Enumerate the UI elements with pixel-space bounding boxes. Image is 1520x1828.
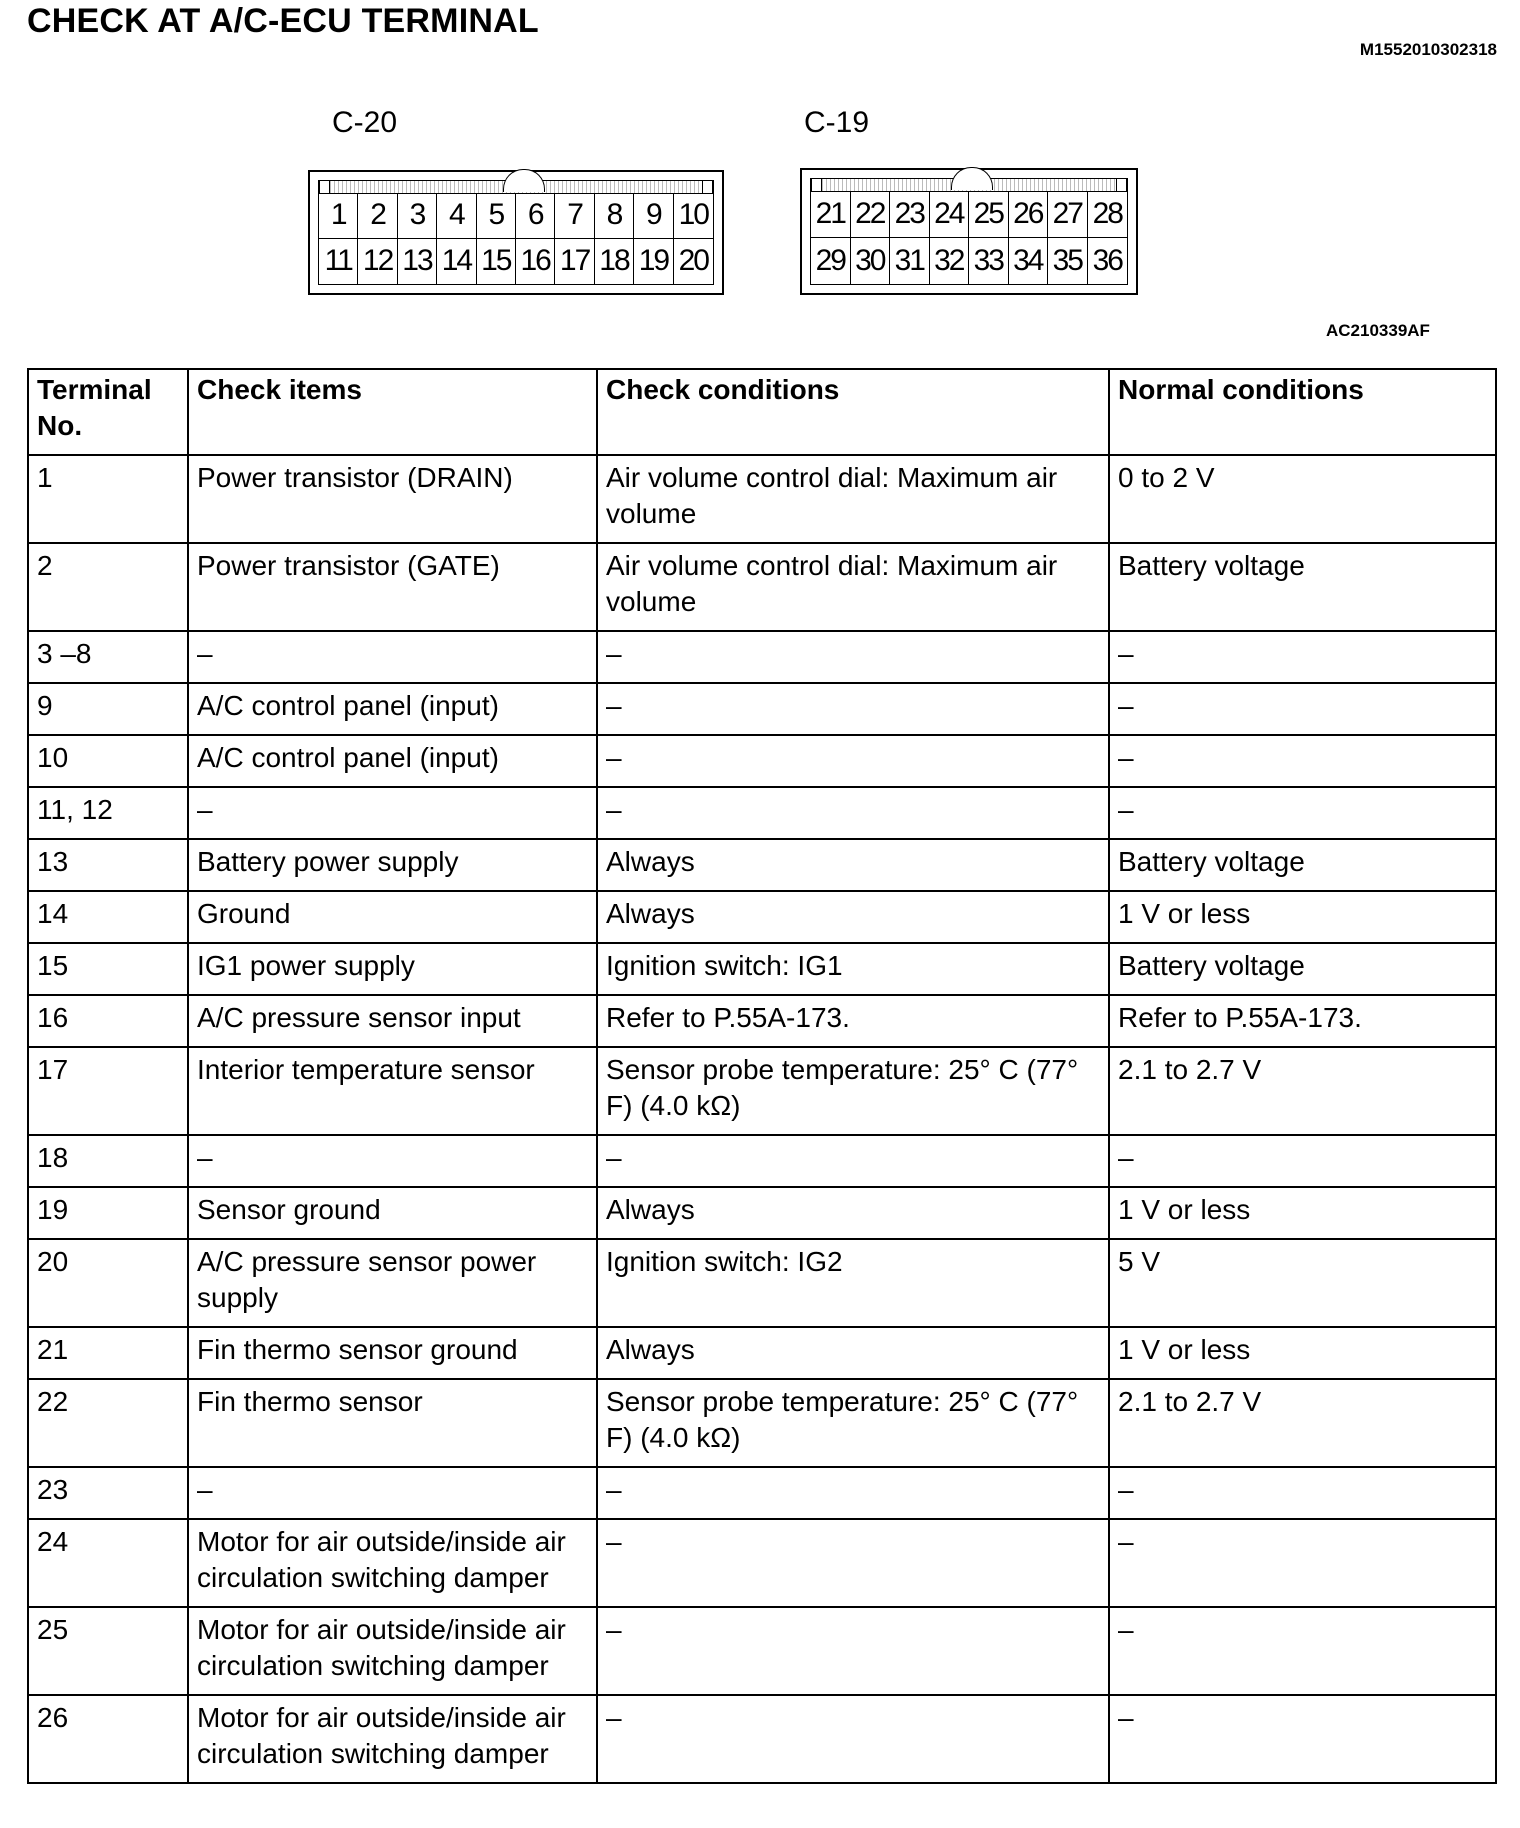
cell-check-item: Motor for air outside/inside air circulation switching damper xyxy=(188,1607,597,1695)
connector-latch-left xyxy=(319,180,330,194)
connector-pin: 12 xyxy=(358,239,397,285)
connector-pin: 36 xyxy=(1092,243,1122,277)
table-row xyxy=(28,543,1496,631)
cell-terminal-no: 2 xyxy=(28,543,188,631)
cell-terminal-no: 26 xyxy=(28,1695,188,1783)
connector-pin: 25 xyxy=(969,191,1009,238)
cell-check-item: A/C control panel (input) xyxy=(188,735,597,787)
cell-check-condition: Sensor probe temperature: 25° C (77° F) (4.0 kΩ) xyxy=(597,1047,1109,1135)
cell-check-condition: Air volume control dial: Maximum air volume xyxy=(597,543,1109,631)
cell-check-item: Sensor ground xyxy=(188,1187,597,1239)
connector-pin: 6 xyxy=(516,193,555,239)
table-row xyxy=(28,1239,1496,1327)
cell-normal-condition: – xyxy=(1109,735,1496,787)
cell-check-condition: Sensor probe temperature: 25° C (77° F) (4.0 kΩ) xyxy=(597,1379,1109,1467)
cell-check-condition: – xyxy=(597,735,1109,787)
cell-check-condition: – xyxy=(597,1467,1109,1519)
connector-c19-diagram xyxy=(800,168,1138,295)
table-row xyxy=(28,455,1496,543)
table-row xyxy=(28,1519,1496,1607)
cell-terminal-no: 18 xyxy=(28,1135,188,1187)
cell-check-condition: – xyxy=(597,787,1109,839)
header-check-conditions: Check conditions xyxy=(597,369,1109,455)
cell-normal-condition: Battery voltage xyxy=(1109,943,1496,995)
cell-normal-condition: 1 V or less xyxy=(1109,891,1496,943)
cell-check-condition: Always xyxy=(597,891,1109,943)
cell-normal-condition: 1 V or less xyxy=(1109,1187,1496,1239)
cell-check-item: Fin thermo sensor ground xyxy=(188,1327,597,1379)
cell-normal-condition: – xyxy=(1109,1519,1496,1607)
table-row xyxy=(28,1467,1496,1519)
cell-check-condition: Always xyxy=(597,839,1109,891)
cell-check-condition: – xyxy=(597,683,1109,735)
cell-terminal-no: 3 –8 xyxy=(28,631,188,683)
header-check-items: Check items xyxy=(188,369,597,455)
table-body xyxy=(28,455,1496,1783)
connector-pin: 21 xyxy=(811,191,851,238)
cell-check-item: – xyxy=(188,631,597,683)
connector-pin: 23 xyxy=(890,191,930,238)
connector-latch-right xyxy=(702,180,713,194)
cell-terminal-no: 22 xyxy=(28,1379,188,1467)
cell-normal-condition: Battery voltage xyxy=(1109,839,1496,891)
connector-c20-diagram xyxy=(308,170,724,295)
connector-pin: 8 xyxy=(595,193,634,239)
connector-pin: 14 xyxy=(437,239,476,285)
cell-check-condition: Ignition switch: IG2 xyxy=(597,1239,1109,1327)
connector-pin: 17 xyxy=(555,239,594,285)
connector-pin: 31 xyxy=(890,238,930,285)
connector-latch-right xyxy=(1116,178,1127,192)
cell-normal-condition: 0 to 2 V xyxy=(1109,455,1496,543)
cell-check-condition: – xyxy=(597,1135,1109,1187)
connector-c20-label: C-20 xyxy=(332,106,398,139)
table-row xyxy=(28,631,1496,683)
cell-normal-condition: 2.1 to 2.7 V xyxy=(1109,1379,1496,1467)
cell-check-condition: – xyxy=(597,631,1109,683)
table-row xyxy=(28,1695,1496,1783)
connector-pin: 30 xyxy=(851,238,891,285)
header-terminal-no: Terminal No. xyxy=(28,369,188,455)
table-row xyxy=(28,1135,1496,1187)
connector-pin: 9 xyxy=(634,193,673,239)
cell-normal-condition: – xyxy=(1109,1607,1496,1695)
cell-check-condition: Ignition switch: IG1 xyxy=(597,943,1109,995)
connector-pin: 26 xyxy=(1009,191,1049,238)
cell-normal-condition: – xyxy=(1109,631,1496,683)
table-row xyxy=(28,735,1496,787)
table-row xyxy=(28,787,1496,839)
connector-pin: 24 xyxy=(930,191,970,238)
connector-pin: 35 xyxy=(1048,238,1088,285)
cell-check-item: Power transistor (DRAIN) xyxy=(188,455,597,543)
cell-check-condition: – xyxy=(597,1607,1109,1695)
cell-check-item: Battery power supply xyxy=(188,839,597,891)
connector-pin: 4 xyxy=(437,193,476,239)
connector-pin: 33 xyxy=(969,238,1009,285)
cell-terminal-no: 10 xyxy=(28,735,188,787)
cell-check-condition: – xyxy=(597,1695,1109,1783)
connector-pin: 32 xyxy=(930,238,970,285)
cell-check-item: – xyxy=(188,1467,597,1519)
cell-normal-condition: Battery voltage xyxy=(1109,543,1496,631)
cell-normal-condition: – xyxy=(1109,787,1496,839)
cell-normal-condition: – xyxy=(1109,1135,1496,1187)
connector-pin: 15 xyxy=(477,239,516,285)
connector-pin: 18 xyxy=(595,239,634,285)
figure-id: AC210339AF xyxy=(1326,321,1430,340)
table-row xyxy=(28,891,1496,943)
cell-terminal-no: 21 xyxy=(28,1327,188,1379)
connector-pin: 10 xyxy=(674,193,713,239)
cell-terminal-no: 11, 12 xyxy=(28,787,188,839)
cell-terminal-no: 19 xyxy=(28,1187,188,1239)
cell-normal-condition: 1 V or less xyxy=(1109,1327,1496,1379)
document-id: M1552010302318 xyxy=(1359,40,1497,59)
connector-pin: 1 xyxy=(319,193,358,239)
page-title: CHECK AT A/C-ECU TERMINAL xyxy=(27,2,539,40)
cell-normal-condition: 5 V xyxy=(1109,1239,1496,1327)
cell-terminal-no: 13 xyxy=(28,839,188,891)
cell-terminal-no: 14 xyxy=(28,891,188,943)
table-header-row xyxy=(28,369,1496,455)
table-row xyxy=(28,943,1496,995)
cell-check-item: – xyxy=(188,1135,597,1187)
cell-check-item: Motor for air outside/inside air circulation switching damper xyxy=(188,1695,597,1783)
table-row xyxy=(28,1327,1496,1379)
cell-check-item: Power transistor (GATE) xyxy=(188,543,597,631)
cell-terminal-no: 1 xyxy=(28,455,188,543)
cell-check-condition: Always xyxy=(597,1327,1109,1379)
header-normal-conditions: Normal conditions xyxy=(1109,369,1496,455)
cell-check-condition: Air volume control dial: Maximum air volume xyxy=(597,455,1109,543)
table-row xyxy=(28,1607,1496,1695)
cell-normal-condition: 2.1 to 2.7 V xyxy=(1109,1047,1496,1135)
cell-check-item: Interior temperature sensor xyxy=(188,1047,597,1135)
connector-pin: 28 xyxy=(1088,191,1128,238)
table-row xyxy=(28,839,1496,891)
connector-pin: 3 xyxy=(398,193,437,239)
cell-check-item: IG1 power supply xyxy=(188,943,597,995)
connector-pin: 27 xyxy=(1048,191,1088,238)
cell-check-item: Motor for air outside/inside air circulation switching damper xyxy=(188,1519,597,1607)
cell-check-item: – xyxy=(188,787,597,839)
connector-latch-left xyxy=(811,178,822,192)
connector-pin: 2 xyxy=(358,193,397,239)
terminal-check-table xyxy=(27,368,1497,1784)
cell-check-item: Fin thermo sensor xyxy=(188,1379,597,1467)
connector-pin: 22 xyxy=(851,191,891,238)
connector-pin: 5 xyxy=(477,193,516,239)
table-row xyxy=(28,683,1496,735)
cell-terminal-no: 9 xyxy=(28,683,188,735)
cell-check-condition: Refer to P.55A-173. xyxy=(597,995,1109,1047)
cell-terminal-no: 15 xyxy=(28,943,188,995)
cell-check-item: Ground xyxy=(188,891,597,943)
connector-pin: 29 xyxy=(811,238,851,285)
connector-c20-body xyxy=(318,180,714,285)
cell-normal-condition: Refer to P.55A-173. xyxy=(1109,995,1496,1047)
cell-normal-condition: – xyxy=(1109,1467,1496,1519)
table-row xyxy=(28,1047,1496,1135)
cell-check-item: A/C pressure sensor power supply xyxy=(188,1239,597,1327)
cell-check-item: A/C pressure sensor input xyxy=(188,995,597,1047)
connector-pin: 16 xyxy=(516,239,555,285)
connector-pin: 11 xyxy=(319,239,358,285)
cell-terminal-no: 20 xyxy=(28,1239,188,1327)
connector-c19-pin-grid xyxy=(811,191,1127,284)
cell-terminal-no: 16 xyxy=(28,995,188,1047)
connector-pin: 34 xyxy=(1009,238,1049,285)
connector-key xyxy=(951,167,993,190)
table-row xyxy=(28,1187,1496,1239)
cell-normal-condition: – xyxy=(1109,683,1496,735)
cell-terminal-no: 24 xyxy=(28,1519,188,1607)
connector-key xyxy=(503,169,545,192)
cell-terminal-no: 25 xyxy=(28,1607,188,1695)
table-row xyxy=(28,995,1496,1047)
cell-check-condition: – xyxy=(597,1519,1109,1607)
connector-c19-label: C-19 xyxy=(804,106,870,139)
cell-terminal-no: 23 xyxy=(28,1467,188,1519)
cell-check-condition: Always xyxy=(597,1187,1109,1239)
cell-terminal-no: 17 xyxy=(28,1047,188,1135)
connector-pin: 13 xyxy=(398,239,437,285)
connector-pin: 19 xyxy=(634,239,673,285)
cell-normal-condition: – xyxy=(1109,1695,1496,1783)
cell-check-item: A/C control panel (input) xyxy=(188,683,597,735)
table-row xyxy=(28,1379,1496,1467)
connector-c20-pin-grid xyxy=(319,193,713,284)
connector-pin: 20 xyxy=(678,244,708,278)
connector-c19-body xyxy=(810,178,1128,285)
connector-pin: 7 xyxy=(555,193,594,239)
